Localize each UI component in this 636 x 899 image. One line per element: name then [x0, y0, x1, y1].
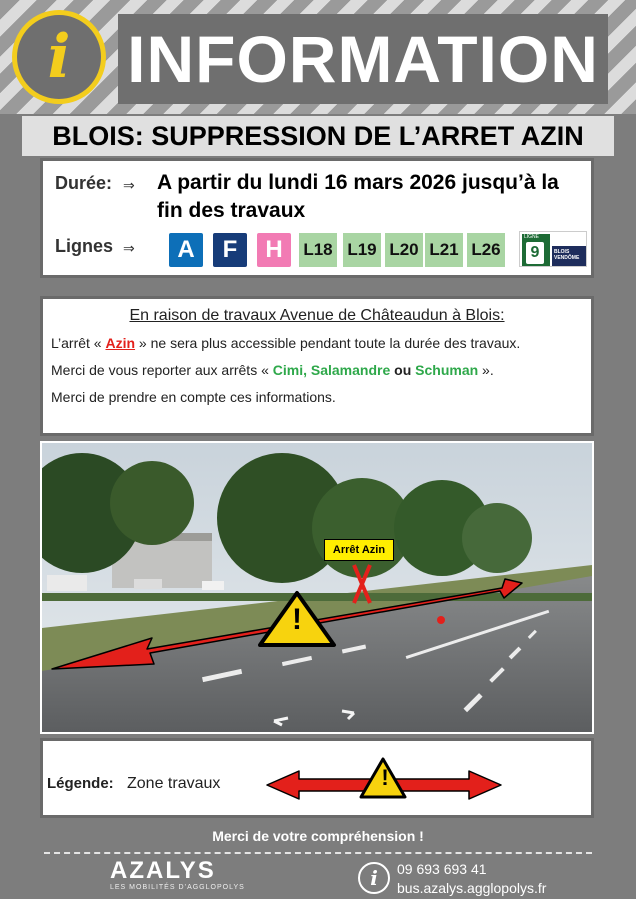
page-title: BLOIS: SUPPRESSION DE L’ARRET AZIN: [22, 116, 614, 156]
line-badge-l19: L19: [343, 233, 381, 267]
footer-phone[interactable]: 09 693 693 41: [397, 861, 487, 877]
thanks-message: Merci de votre compréhension !: [212, 828, 424, 844]
line-9-top: LIGNE: [524, 234, 540, 240]
line-badge-h: H: [257, 233, 291, 267]
legend-label: Légende:: [47, 775, 114, 792]
arrow-right-icon: ⇒: [123, 240, 135, 256]
legend-warning-icon: !: [381, 765, 389, 790]
footer-divider: [44, 852, 592, 854]
line-badge-a: A: [169, 233, 203, 267]
line-9-text-2: VENDÔME: [554, 255, 580, 261]
stop-name-azin: Azin: [105, 335, 136, 351]
footer-info-icon: i: [358, 862, 390, 894]
stop-name-schuman: Schuman: [415, 362, 479, 378]
notice-heading: En raison de travaux Avenue de Châteaudun à Blois:: [129, 307, 505, 324]
line-badge-l18: L18: [299, 233, 337, 267]
notice-line-2-or: ou: [390, 362, 416, 378]
notice-line-3: Merci de prendre en compte ces informations.: [51, 389, 336, 405]
street-photo-image: [42, 443, 592, 732]
warning-icon: !: [292, 603, 302, 636]
line-badge-l21: L21: [425, 233, 463, 267]
notice-line-2: [51, 362, 494, 378]
line-badge-9: [519, 231, 587, 267]
info-icon: i: [12, 10, 106, 104]
stop-names-alt: Cimi, Salamandre: [272, 362, 391, 378]
notice-panel: [40, 296, 594, 436]
line-badge-f: F: [213, 233, 247, 267]
legend-zone-label: Zone travaux: [127, 775, 221, 792]
duree-label: Durée:: [55, 173, 113, 193]
azalys-logo: AZALYS: [110, 857, 216, 884]
street-photo: [40, 441, 594, 734]
stop-label-azin: Arrêt Azin: [324, 539, 394, 561]
line-9-text: [554, 249, 579, 261]
line-badge-l26: L26: [467, 233, 505, 267]
arrow-right-icon: ⇒: [123, 177, 135, 193]
notice-line-1-b: » ne sera plus accessible pendant toute la durée des travaux.: [135, 335, 521, 351]
notice-line-2-b: ».: [478, 362, 494, 378]
header-title: INFORMATION: [118, 14, 608, 104]
notice-line-2-a: Merci de vous reporter aux arrêts «: [51, 362, 273, 378]
line-badge-l20: L20: [385, 233, 423, 267]
duree-text: A partir du lundi 16 mars 2026 jusqu’à la fin des travaux: [157, 171, 559, 222]
line-9-number: 9: [526, 242, 544, 264]
line-9-text-1: BLOIS: [554, 249, 570, 255]
details-panel: [40, 158, 594, 278]
lignes-label: Lignes: [55, 236, 114, 256]
notice-line-1-a: L’arrêt «: [51, 335, 106, 351]
footer-website[interactable]: bus.azalys.agglopolys.fr: [397, 880, 547, 896]
legend-panel: [40, 738, 594, 818]
header-banner: [0, 0, 636, 114]
notice-line-1: [51, 335, 520, 351]
azalys-tagline: LES MOBILITÉS D’AGGLOPOLYS: [110, 884, 245, 891]
